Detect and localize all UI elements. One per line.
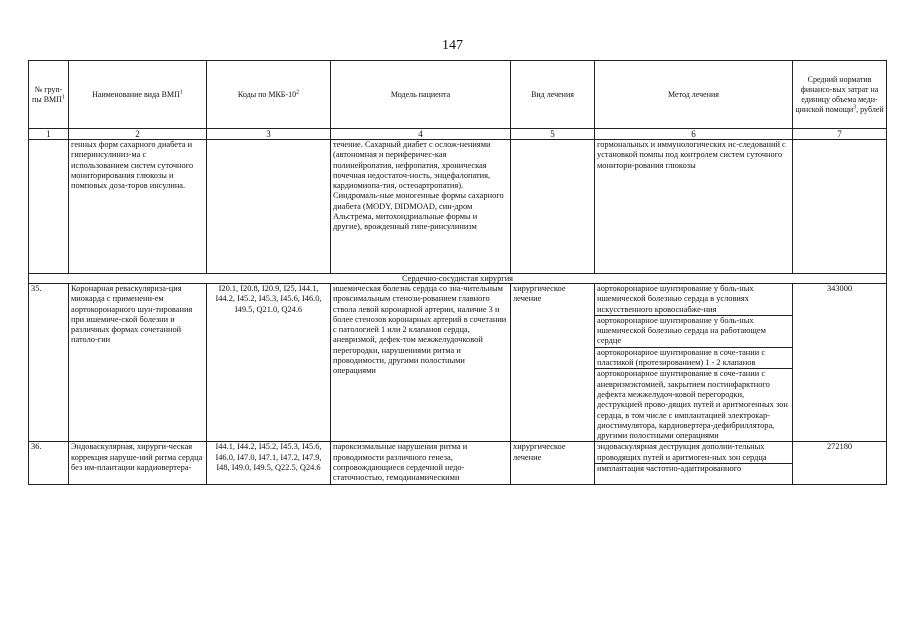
table-row [29,442,887,484]
column-number-row [29,129,887,140]
cell-treatment: хирургическое лечение [511,442,595,484]
cell-name: генных форм сахарного диабета и гиперинсулиниз-ма с использованием систем суточного мониторирования глюкозы и помповых доза-торов инсулина. [69,140,207,274]
cell-cost [793,140,887,274]
vmp-table [28,60,887,485]
column-number: 6 [595,129,793,140]
column-number: 1 [29,129,69,140]
column-number: 4 [331,129,511,140]
cell-model: ишемическая болезнь сердца со зна-чительным проксимальным стенози-рованием главного ствола левой коронарной артерии, наличие 3 и более стенозов коронарных артерий в сочетании с патологией 1 или 2 клапанов сердца, аневризмой, дефек-том межжелудочковой перегородки, нарушениями ритма и проводимости, другими полостными операциями [331,284,511,442]
method-item: имплантация частотно-адаптированного [595,463,792,474]
cell-model: течение. Сахарный диабет с ослож-нениями (автономная и периферичес-кая полинейропатия, нефропатия, хроническая почечная недостаточ-ность, энцефалопатия, кардиомиопа-тия, остеоартропатия). Синдромаль-ные моногенные формы сахарного диабета (MODY, DIDMOAD, син-дром Альстрема, митохондриальные формы и другие), врожденный гипе-ринсулинизм [331,140,511,274]
cell-method: гормональных и иммунологических ис-следований с установкой помпы под контролем систем суточного монитори-рования глюкозы [595,140,793,274]
header-method: Метод лечения [595,61,793,129]
cell-num [29,140,69,274]
column-number: 7 [793,129,887,140]
header-row [29,61,887,129]
cell-cost: 272180 [793,442,887,484]
cell-codes: I44.1, I44.2, I45.2, I45.3, I45.6, I46.0, I47.0, I47.1, I47.2, I47.9, I48, I49.0, I49.5, Q22.5, Q24.6 [207,442,331,484]
method-item: аортокоронарное шунтирование в соче-тании с аневризмэктомией, закрытием постинфарктного дефекта межжелудоч-ковой перегородки, деструкцией прово-дящих путей и аритмогенных зон сердца, в том числе с имплантацией электрокар-диостимулятора, кардиовертера-дефибриллятора, другими полостными операциями [595,368,792,441]
method-item: аортокоронарное шунтирование у боль-ных ишемической болезнью сердца на работающем сердце [595,315,792,347]
cell-name: Эндоваскулярная, хирурги-ческая коррекция наруше-ний ритма сердца без им-плантации кардиовертера- [69,442,207,484]
column-number: 3 [207,129,331,140]
header-cost: Средний норматив финансо-вых затрат на единицу объема меди-цинской помощи$^3$, рублей [793,61,887,129]
header-model: Модель пациента [331,61,511,129]
header-codes: Коды по МКБ-$10^2$ [207,61,331,129]
column-number: 2 [69,129,207,140]
header-name: Наименование вида ВМП$^1$ [69,61,207,129]
page-number: 147 [442,38,463,53]
cell-num: 35. [29,284,69,442]
cell-treatment: хирургическое лечение [511,284,595,442]
cell-num: 36. [29,442,69,484]
method-item: аортокоронарное шунтирование у боль-ных ишемической болезнью сердца в условиях искусственного кровоснабже-ния [597,284,754,314]
cell-methods [595,442,793,484]
column-number: 5 [511,129,595,140]
method-item: аортокоронарное шунтирование в соче-тании с пластикой (протезированием) 1 - 2 клапанов [595,347,792,369]
header-treatment: Вид лечения [511,61,595,129]
header-group: № груп-пы ВМП$^1$ [29,61,69,129]
section-title: Сердечно-сосудистая хирургия [29,274,887,284]
cell-treatment [511,140,595,274]
table-row [29,284,887,442]
section-row [29,274,887,284]
cell-model: пароксизмальные нарушения ритма и проводимости различного генеза, сопровождающиеся сердечной недо-статочностью, гемодинамическими [331,442,511,484]
cell-methods [595,284,793,442]
cell-name: Коронарная реваскуляриза-ция миокарда с применени-ем аортокоронарного шун-тирования при ишемиче-ской болезни и различных формах сочетанной патоло-гии [69,284,207,442]
cell-codes: I20.1, I20.8, I20.9, I25, I44.1, I44.2, I45.2, I45.3, I45.6, I46.0, I49.5, Q21.0, Q24.6 [207,284,331,442]
continued-row [29,140,887,274]
cell-codes [207,140,331,274]
method-item: эндоваскулярная деструкция дополни-тельных проводящих путей и аритмоген-ных зон сердца [597,442,767,462]
cell-cost: 343000 [793,284,887,442]
